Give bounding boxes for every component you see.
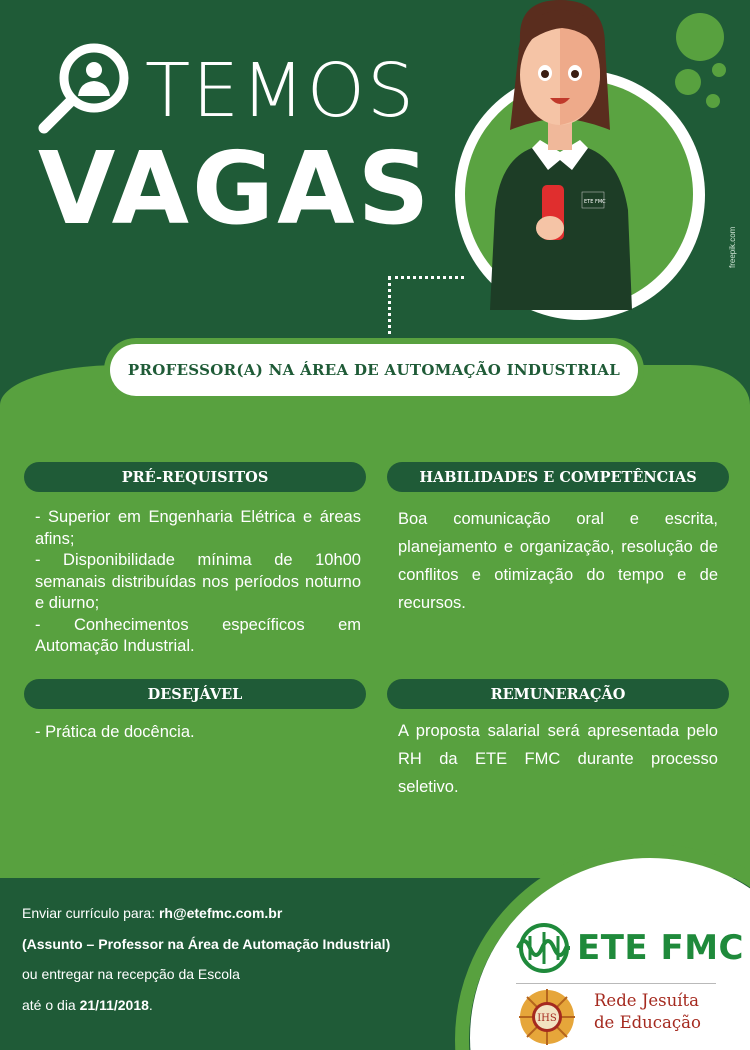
ete-wave-logo-icon bbox=[516, 922, 572, 974]
title-temos: TEMOS bbox=[145, 48, 417, 134]
title-vagas: VAGAS bbox=[38, 130, 433, 247]
desirable-body: - Prática de docência. bbox=[35, 723, 195, 741]
woman-illustration bbox=[470, 0, 650, 310]
magnifier-person-icon bbox=[36, 38, 136, 138]
prerequisites-body bbox=[35, 507, 361, 658]
seal-label: IHS bbox=[537, 1013, 557, 1024]
salary-heading: REMUNERAÇÃO bbox=[387, 679, 729, 709]
prerequisite-item: - Superior em Engenharia Elétrica e áreas afins; bbox=[35, 508, 361, 548]
email-subject: (Assunto – Professor na Área de Automação Industrial) bbox=[22, 935, 391, 952]
decorative-dot bbox=[676, 13, 724, 61]
network-line2: de Educação bbox=[594, 1013, 701, 1032]
skills-heading: HABILIDADES E COMPETÊNCIAS bbox=[387, 462, 729, 492]
skills-body: Boa comunicação oral e escrita, planejamento e organização, resolução de conflitos e otimização do tempo e de recursos. bbox=[398, 510, 718, 612]
badge-label: ETE FMC bbox=[584, 199, 606, 205]
decorative-dot bbox=[706, 94, 720, 108]
prerequisite-item: - Disponibilidade mínima de 10h00 semanais distribuídas nos períodos noturno e diurno; bbox=[35, 551, 361, 612]
deadline-date: 21/11/2018 bbox=[79, 996, 149, 1013]
prerequisite-item: - Conhecimentos específicos em Automação Industrial. bbox=[35, 615, 361, 655]
deadline-suffix: . bbox=[148, 996, 153, 1013]
desirable-heading: DESEJÁVEL bbox=[24, 679, 366, 709]
deadline-prefix: até o dia bbox=[22, 996, 80, 1013]
school-name: ETE FMC bbox=[577, 928, 744, 968]
role-banner bbox=[104, 338, 644, 402]
dotted-connector bbox=[388, 276, 464, 342]
image-credit: freepik.com bbox=[728, 226, 737, 268]
jesuit-seal-icon bbox=[518, 988, 576, 1046]
deliver-note: ou entregar na recepção da Escola bbox=[22, 966, 240, 982]
logo-divider bbox=[516, 983, 716, 984]
network-line1: Rede Jesuíta bbox=[594, 991, 699, 1010]
decorative-dot bbox=[712, 63, 726, 77]
contact-info bbox=[22, 905, 390, 1027]
contact-email[interactable]: rh@etefmc.com.br bbox=[158, 905, 283, 921]
role-title: PROFESSOR(A) NA ÁREA DE AUTOMAÇÃO INDUSTRIAL bbox=[127, 361, 621, 379]
send-prefix: Enviar currículo para: bbox=[22, 905, 159, 921]
network-name bbox=[594, 990, 701, 1034]
salary-body: A proposta salarial será apresentada pelo RH da ETE FMC durante processo seletivo. bbox=[398, 722, 718, 796]
prerequisites-heading: PRÉ-REQUISITOS bbox=[24, 462, 366, 492]
decorative-dot bbox=[675, 69, 701, 95]
